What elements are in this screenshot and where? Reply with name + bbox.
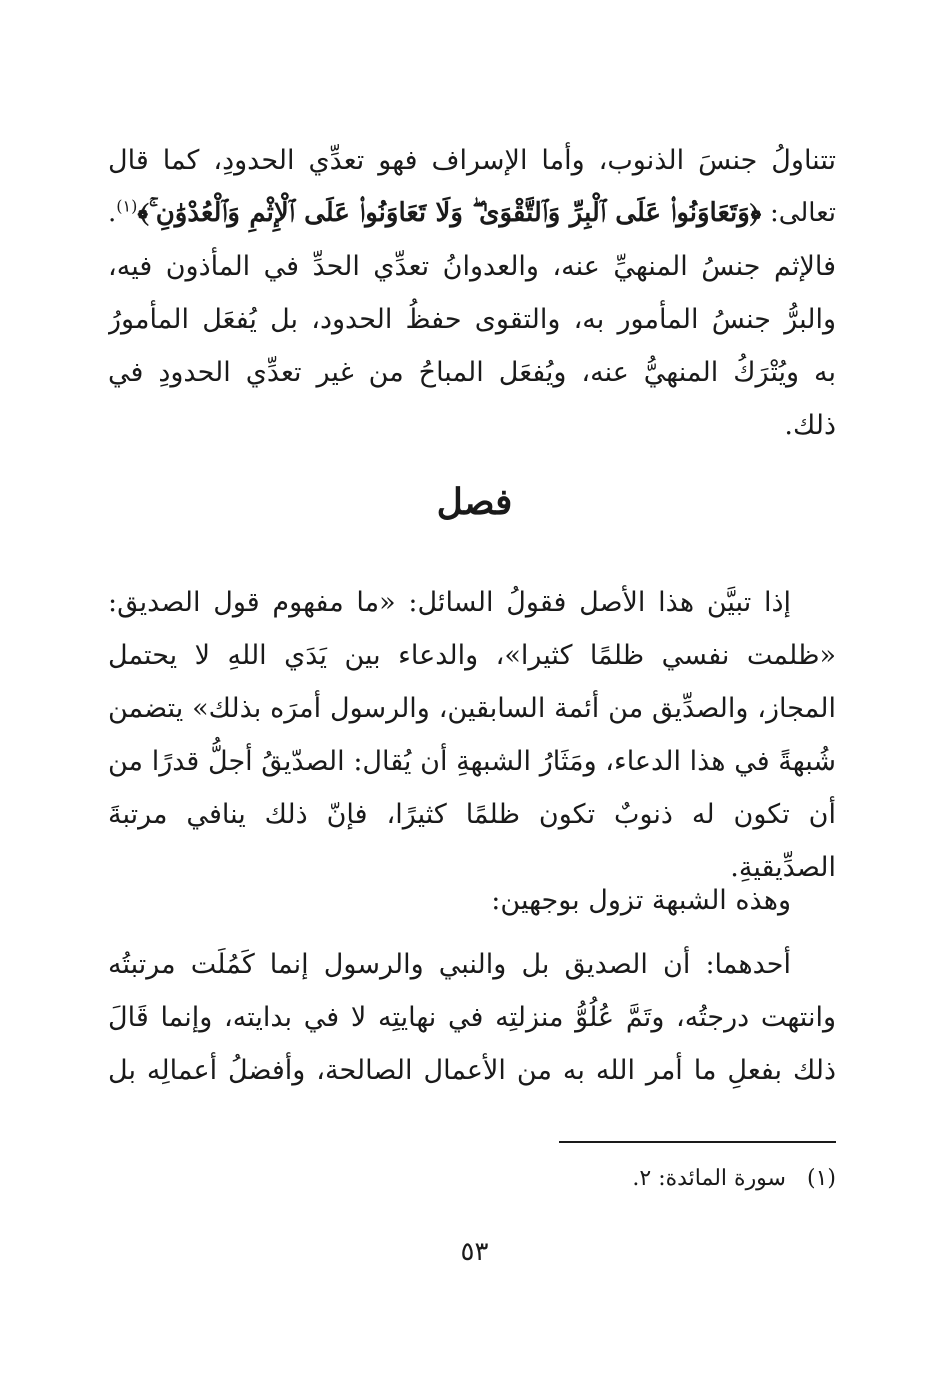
text-line: المجاز، والصدِّيق من أئمة السابقين، والرسول أمرَه بذلك» يتضمن [108, 693, 836, 724]
verse-intro: تعالى: [769, 198, 836, 228]
footnote [108, 1162, 836, 1196]
text-line: ذلك بفعلِ ما أمر الله به من الأعمال الصالحة، وأفضلُ أعمالِه بل [108, 1055, 836, 1086]
opening-paragraph [108, 134, 836, 452]
text-line: تتناولُ جنسَ الذنوب، وأما الإسراف فهو تعدِّي الحدودِ، كما قال [108, 145, 836, 176]
text-line: به ويُتْرَكُ المنهيُّ عنه، ويُفعَل المباحُ من غير تعدِّي الحدودِ في [108, 357, 836, 388]
footnote-marker: (١) [806, 1166, 836, 1191]
text-line: شُبهةً في هذا الدعاء، ومَثَارُ الشبهةِ أن يُقال: الصدّيقُ أجلُّ قدرًا من [108, 746, 836, 777]
answer-intro-paragraph [108, 874, 836, 927]
text-line: وهذه الشبهة تزول بوجهين: [491, 885, 791, 916]
question-paragraph [108, 576, 836, 894]
text-line: والبرُّ جنسُ المأمور به، والتقوى حفظُ الحدود، بل يُفعَل المأمورُ [108, 304, 836, 335]
footnote-separator [559, 1141, 836, 1143]
text-line: فالإثم جنسُ المنهيِّ عنه، والعدوانُ تعدِّي الحدِّ في المأذون فيه، [108, 251, 836, 282]
quran-verse: ﴿وَتَعَاوَنُوا۟ عَلَى ٱلْبِرِّ وَٱلتَّقْوَىٰ ۖ وَلَا تَعَاوَنُوا۟ عَلَى ٱلْإِثْمِ وَٱلْعُدْوَٰنِ ۚ﴾ [137, 198, 762, 228]
footnote-text: سورة المائدة: ٢. [632, 1166, 786, 1191]
text-line: «ظلمت نفسي ظلمًا كثيرا»، والدعاء بين يَدَي اللهِ لا يحتمل [108, 640, 836, 671]
text-line: ذلك. [784, 410, 836, 441]
text-line: إذا تبيَّن هذا الأصل فقولُ السائل: «ما مفهوم قول الصديق: [108, 587, 791, 618]
text-line: وانتهت درجتُه، وتَمَّ عُلُوُّ منزلتِه في نهايتِه لا في بدايته، وإنما قَالَ [108, 1002, 836, 1033]
verse-suffix: . [108, 198, 117, 228]
text-line: أحدهما: أن الصديق بل والنبي والرسول إنما كَمُلَت مرتبتُه [108, 949, 791, 980]
first-reason-paragraph [108, 938, 836, 1097]
page-number: ٥٣ [460, 1237, 489, 1267]
footnote-reference[interactable]: (١) [116, 196, 138, 216]
text-line: أن تكون له ذنوبٌ تكون ظلمًا كثيرًا، فإنّ ذلك ينافي مرتبةَ [108, 799, 836, 830]
text-line: الصدِّيقيةِ. [730, 852, 836, 883]
section-heading: فصل [436, 481, 513, 523]
verse-line [108, 187, 836, 240]
